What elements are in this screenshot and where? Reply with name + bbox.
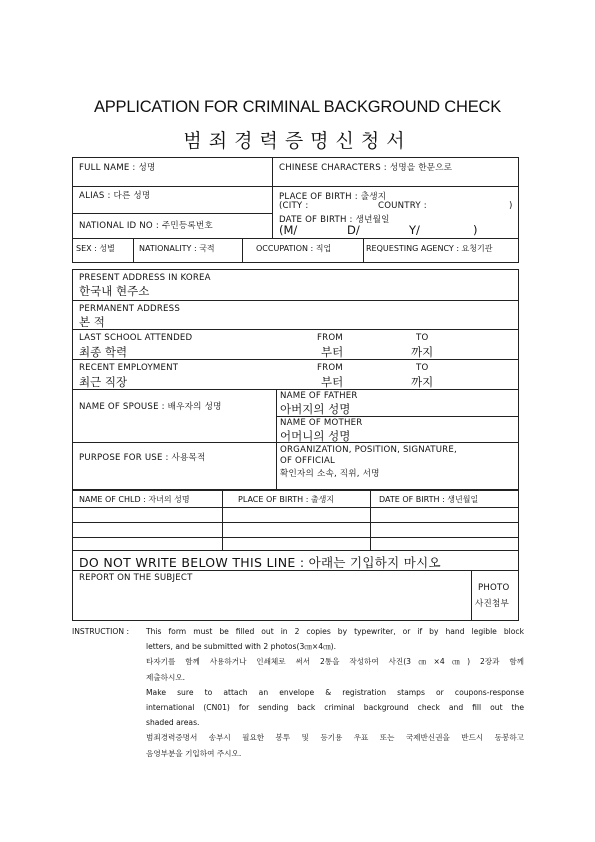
instruction-line: 음영부분을 기입하여 주시오. [146, 748, 242, 758]
employment-to-label-kr: 까지 [411, 375, 434, 389]
full-name-label: FULL NAME : 성명 [79, 163, 156, 173]
occupation-label: OCCUPATION : 직업 [256, 244, 332, 253]
children-header-place-label: PLACE OF BIRTH : 출생지 [238, 495, 335, 504]
recent-employment-label-kr: 최근 직장 [79, 375, 128, 389]
mother-label-kr: 어머니의 성명 [280, 429, 351, 443]
instruction-line: This form must be filled out in 2 copies by typewriter, or if by hand legible block [146, 627, 524, 636]
children-table [72, 490, 519, 551]
form-title-korean: 범죄경력증명신청서 [183, 130, 412, 152]
report-field [73, 570, 471, 620]
photo-label: PHOTO [478, 583, 510, 593]
table-row[interactable] [73, 537, 222, 550]
permanent-address-label: PERMANENT ADDRESS [79, 304, 180, 314]
occupation-field[interactable] [242, 239, 363, 262]
table-row[interactable] [222, 507, 370, 522]
purpose-label: PURPOSE FOR USE : 사용목적 [79, 453, 206, 463]
requesting-agency-label: REQUESTING AGENCY : 요청기관 [366, 244, 493, 253]
instruction-label: INSTRUCTION : [72, 627, 130, 636]
last-school-label-kr: 최종 학력 [79, 345, 128, 359]
school-from-label-kr: 부터 [321, 345, 344, 359]
official-use-section [72, 550, 519, 621]
instruction-line: international (CN01) for sending back criminal background check and fill out the [146, 703, 524, 713]
place-of-birth-field[interactable] [272, 186, 518, 213]
employment-to-label: TO [416, 363, 429, 373]
org-label-line1: ORGANIZATION, POSITION, SIGNATURE, [280, 445, 457, 455]
instruction-line: 범죄경력증명서 송부시 필요한 봉투 및 등기용 우표 또는 국제반신권을 반드시 동봉하고 [146, 733, 524, 743]
photo-label-kr: 사진첨부 [475, 599, 510, 609]
official-signature-field[interactable] [276, 442, 518, 489]
permanent-address-label-kr: 본 적 [79, 315, 105, 329]
spouse-field[interactable] [73, 389, 276, 442]
dob-close-paren: ) [473, 223, 478, 237]
form-title-english: APPLICATION FOR CRIMINAL BACKGROUND CHECK [93, 98, 502, 116]
dob-month-label: (M/ [279, 223, 298, 237]
sex-field[interactable] [73, 239, 133, 262]
full-name-field[interactable] [73, 158, 272, 186]
school-from-label: FROM [317, 333, 343, 343]
pob-city-label: (CITY : [279, 201, 309, 211]
table-row[interactable] [370, 537, 518, 550]
school-to-label: TO [416, 333, 429, 343]
last-school-label: LAST SCHOOL ATTENDED [79, 333, 193, 343]
date-of-birth-label: DATE OF BIRTH : 생년월일 [279, 215, 390, 225]
pob-close-paren: ) [509, 201, 513, 211]
table-row[interactable] [370, 522, 518, 537]
mother-field[interactable] [276, 416, 518, 442]
table-row[interactable] [222, 537, 370, 550]
father-field[interactable] [276, 389, 518, 416]
last-school-field[interactable] [73, 329, 518, 359]
instruction-line: 제출하시오. [146, 672, 186, 682]
nationality-label: NATIONALITY : 국적 [139, 244, 215, 253]
present-address-label-kr: 한국내 현주소 [79, 284, 150, 298]
mother-label: NAME OF MOTHER [280, 418, 363, 428]
nationality-field[interactable] [133, 239, 242, 262]
children-header-dob-label: DATE OF BIRTH : 생년월일 [379, 495, 479, 504]
recent-employment-field[interactable] [73, 359, 518, 389]
report-label: REPORT ON THE SUBJECT [79, 573, 193, 583]
dob-year-label: Y/ [409, 223, 420, 237]
dob-day-label: D/ [347, 223, 360, 237]
employment-from-label: FROM [317, 363, 343, 373]
table-row[interactable] [73, 507, 222, 522]
instruction-line: shaded areas. [146, 718, 200, 728]
date-of-birth-field[interactable] [272, 213, 518, 239]
requesting-agency-field[interactable] [363, 239, 518, 262]
recent-employment-label: RECENT EMPLOYMENT [79, 363, 179, 373]
national-id-label: NATIONAL ID NO : 주민등록번호 [79, 221, 213, 231]
do-not-write-label: DO NOT WRITE BELOW THIS LINE : 아래는 기입하지 마시오 [79, 555, 441, 570]
do-not-write-line [73, 551, 518, 570]
employment-from-label-kr: 부터 [321, 375, 344, 389]
instruction-line: Make sure to attach an envelope & registration stamps or coupons-response [146, 687, 524, 697]
sex-label: SEX : 성별 [76, 244, 115, 253]
pob-country-label: COUNTRY : [378, 201, 427, 211]
alias-field[interactable] [73, 186, 272, 213]
children-header-name-label: NAME OF CHLD : 자녀의 성명 [79, 495, 190, 504]
instruction-text [146, 624, 524, 761]
national-id-field[interactable] [73, 213, 272, 239]
father-label-kr: 아버지의 성명 [280, 402, 351, 416]
instruction-line: letters, and be submitted with 2 photos(3㎝×4㎝). [146, 642, 337, 652]
purpose-field[interactable] [73, 442, 276, 489]
children-header-place [222, 491, 370, 507]
instruction-line: 타자기를 함께 사용하거나 인쇄체로 써서 2통을 작성하여 사진(3㎝×4㎝) 2장과 함께 [146, 657, 524, 667]
father-label: NAME OF FATHER [280, 391, 358, 401]
permanent-address-field[interactable] [73, 300, 518, 329]
school-to-label-kr: 까지 [411, 345, 434, 359]
photo-box[interactable] [471, 570, 518, 620]
table-row[interactable] [222, 522, 370, 537]
table-row[interactable] [73, 522, 222, 537]
place-of-birth-label: PLACE OF BIRTH : 출생지 [279, 192, 387, 202]
children-header-name [73, 491, 222, 507]
table-row[interactable] [370, 507, 518, 522]
spouse-label: NAME OF SPOUSE : 배우자의 성명 [79, 402, 222, 412]
org-label-kr: 확인자의 소속, 직위, 서명 [280, 469, 380, 479]
sex-nationality-row [72, 238, 519, 263]
children-header-dob [370, 491, 518, 507]
org-label-line2: OF OFFICIAL [280, 456, 336, 466]
background-section [72, 269, 519, 490]
present-address-label: PRESENT ADDRESS IN KOREA [79, 273, 211, 283]
chinese-characters-field[interactable] [272, 158, 518, 186]
present-address-field[interactable] [73, 270, 518, 300]
alias-label: ALIAS : 다른 성명 [79, 191, 151, 201]
chinese-characters-label: CHINESE CHARACTERS : 성명을 한문으로 [279, 163, 453, 173]
